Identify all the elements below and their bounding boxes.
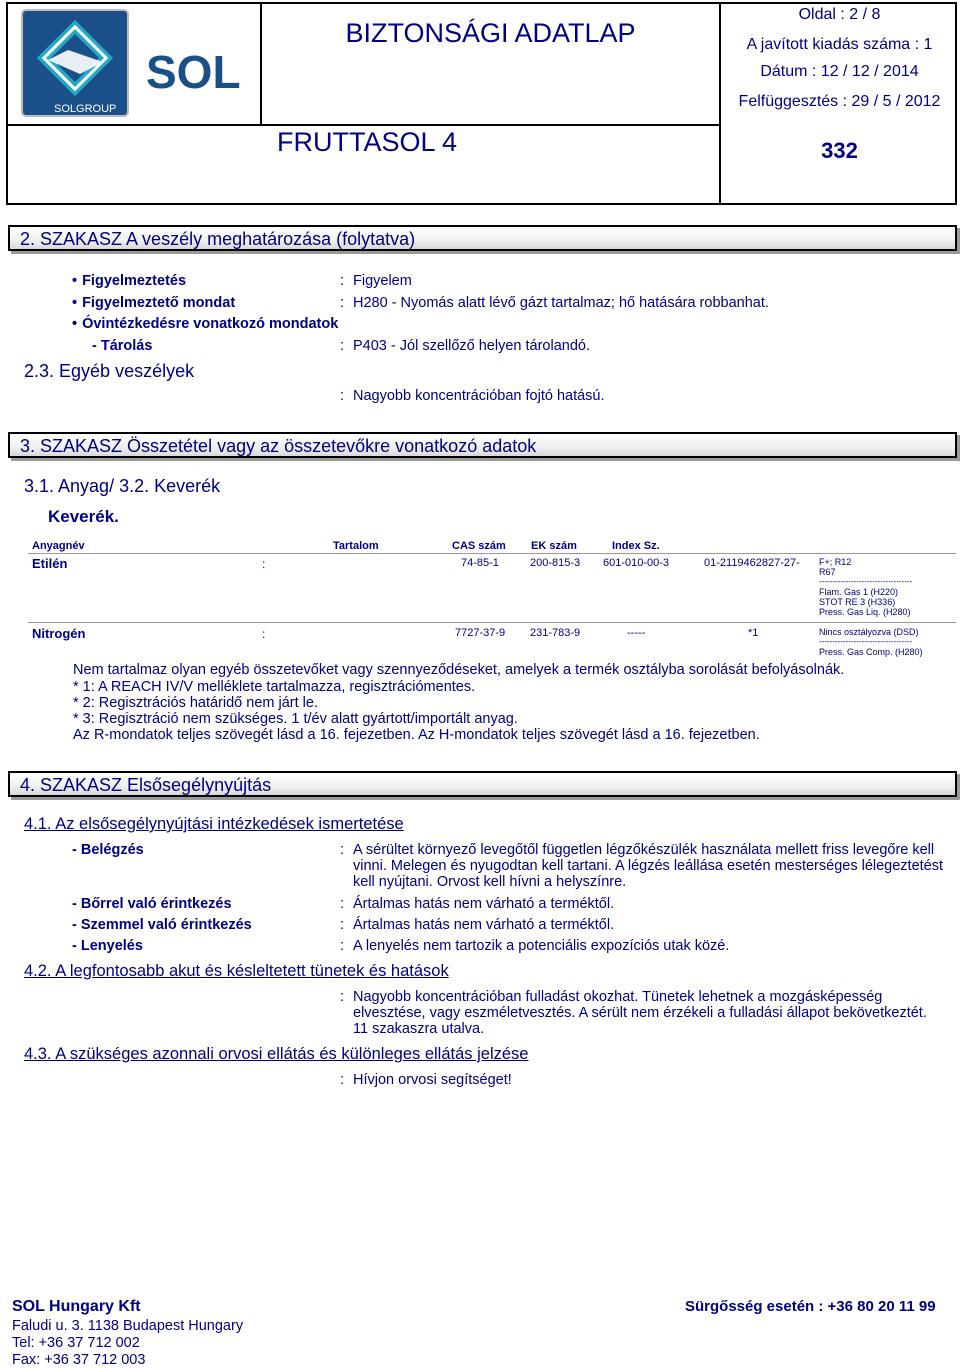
product-name: FRUTTASOL 4 [276, 127, 458, 157]
sol-logo [8, 4, 260, 124]
symptoms-line-3: 11 szakaszra utalva. [353, 1021, 485, 1037]
col-name-header: Anyagnév [32, 540, 85, 552]
other-hazards-value: Nagyobb koncentrációban fojtó hatású. [353, 388, 605, 404]
symptoms-line-2: elvesztése, vagy eszméletvesztés. A sérült nem érzékeli a fulladási állapot bekövetkeztét. [353, 1005, 927, 1021]
eye-contact-label: - Szemmel való érintkezés [72, 917, 252, 933]
eye-contact-value: Ártalmas hatás nem várható a terméktől. [353, 917, 615, 933]
col-ek-header: EK szám [531, 540, 577, 552]
composition-note-1: Nem tartalmaz olyan egyéb összetevőket vagy szennyeződéseket, amelyek a termék osztályba sorolását befolyásolnák. [73, 662, 845, 678]
ingestion-label: - Lenyelés [72, 938, 143, 954]
company-address: Faludi u. 3. 1138 Budapest Hungary [12, 1318, 244, 1334]
medical-attention-value: Hívjon orvosi segítséget! [353, 1072, 512, 1088]
logo-group-text: SOLGROUP [54, 103, 117, 115]
symptoms-heading: 4.2. A legfontosabb akut és késleltetett tünetek és hatások [24, 962, 449, 980]
signal-word-label: • Figyelmeztetés [72, 273, 186, 289]
nitrogen-reach: *1 [748, 627, 759, 639]
company-name: SOL Hungary Kft [12, 1298, 141, 1315]
nitrogen-cas: 7727-37-9 [455, 627, 506, 639]
skin-contact-value: Ártalmas hatás nem várható a terméktől. [353, 896, 615, 912]
signal-word-value: Figyelem [353, 273, 412, 289]
col-index-header: Index Sz. [612, 540, 660, 552]
hazard-statement-label: • Figyelmeztető mondat [72, 295, 235, 311]
nitrogen-index: ----- [627, 627, 646, 639]
inhalation-label: - Belégzés [72, 842, 144, 858]
table-row-ethylene-name: Etilén [32, 556, 68, 571]
inhalation-line-3: kell nyújtani. Orvost kell hívni a helyszínre. [353, 874, 627, 890]
composition-note-5: Az R-mondatok teljes szövegét lásd a 16. fejezetben. Az H-mondatok teljes szövegét lásd a 16. fejezetben. [73, 727, 760, 743]
precautionary-label: • Óvintézkedésre vonatkozó mondatok [72, 316, 338, 332]
composition-note-4: * 3: Regisztráció nem szükséges. 1 t/év alatt gyártott/importált anyag. [73, 711, 518, 727]
composition-note-2: * 1: A REACH IV/V melléklete tartalmazza, regisztrációmentes. [73, 679, 476, 695]
section-2-bar: 2. SZAKASZ A veszély meghatározása (folytatva) [8, 225, 957, 251]
storage-label: - Tárolás [92, 338, 153, 354]
storage-value: P403 - Jól szellőző helyen tárolandó. [353, 338, 590, 354]
ethylene-index: 601-010-00-3 [603, 557, 670, 569]
table-header-line [28, 553, 956, 554]
ethylene-cas: 74-85-1 [461, 557, 499, 569]
first-aid-measures-heading: 4.1. Az elsősegélynyújtási intézkedések ismertetése [24, 815, 404, 833]
supersedes-date: Felfüggesztés : 29 / 5 / 2012 [738, 93, 941, 110]
page-number: Oldal : 2 / 8 [798, 6, 881, 23]
company-phone: Tel: +36 37 712 002 [12, 1335, 140, 1351]
issue-date: Dátum : 12 / 12 / 2014 [760, 63, 919, 80]
revision-number: A javított kiadás száma : 1 [746, 36, 933, 53]
emergency-phone: Sürgősség esetén : +36 80 20 11 99 [685, 1298, 936, 1315]
logo-text: SOL [146, 46, 241, 98]
mixture-label: Keverék. [48, 507, 119, 526]
col-cas-header: CAS szám [452, 540, 506, 552]
medical-attention-heading: 4.3. A szükséges azonnali orvosi ellátás és különleges ellátás jelzése [24, 1045, 529, 1063]
company-fax: Fax: +36 37 712 003 [12, 1352, 146, 1368]
inhalation-line-1: A sérültet környező levegőtől független légzőkészülék használata mellett friss levegőre kell [353, 842, 935, 858]
skin-contact-label: - Bőrrel való érintkezés [72, 896, 232, 912]
substance-mixture-heading: 3.1. Anyag/ 3.2. Keverék [24, 476, 221, 496]
document-code: 332 [821, 138, 858, 163]
composition-note-3: * 2: Regisztrációs határidő nem járt le. [73, 695, 318, 711]
table-row-nitrogen-name: Nitrogén [32, 626, 86, 641]
ethylene-reach: 01-2119462827-27- [704, 557, 800, 569]
ethylene-ek: 200-815-3 [530, 557, 581, 569]
inhalation-line-2: vinni. Melegen és nyugodtan kell tartani. A légzés leállása esetén mesterséges lélegeztetést [353, 858, 944, 874]
document-title: BIZTONSÁGI ADATLAP [345, 18, 636, 48]
symptoms-line-1: Nagyobb koncentrációban fulladást okozhat. Tünetek lehetnek a mozgásképesség [353, 989, 883, 1005]
ingestion-value: A lenyelés nem tartozik a potenciális expozíciós utak közé. [353, 938, 730, 954]
hazard-statement-value: H280 - Nyomás alatt lévő gázt tartalmaz; hő hatására robbanhat. [353, 295, 769, 311]
logo-area [8, 4, 262, 124]
other-hazards-heading: 2.3. Egyéb veszélyek [24, 361, 195, 381]
section-4-bar: 4. SZAKASZ Elsősegélynyújtás [8, 771, 957, 797]
section-3-bar: 3. SZAKASZ Összetétel vagy az összetevőkre vonatkozó adatok [8, 432, 957, 458]
nitrogen-ek: 231-783-9 [530, 627, 581, 639]
col-content-header: Tartalom [333, 540, 379, 552]
